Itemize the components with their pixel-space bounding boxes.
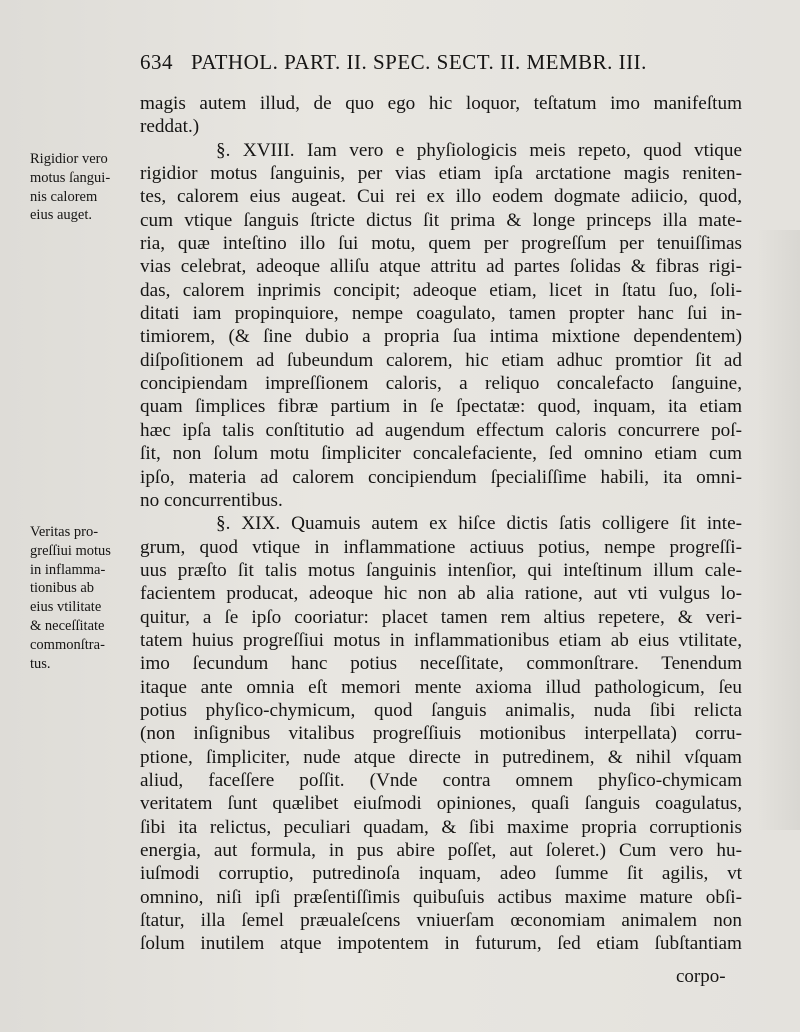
text-line: quitur, a ſe ipſo cooriatur: placet tamen rem altius repetere, & veri- — [140, 606, 742, 628]
text-line: omnino, niſi ipſi præſentiſſimis quibuſuis actibus maxime mature obſi- — [140, 886, 742, 908]
marginal-line: motus ſangui- — [30, 169, 111, 186]
text-line: das, calorem inprimis concipit; adeoque etiam, licet in ſtatu ſuo, ſoli- — [140, 279, 742, 301]
text-line: tes, calorem eius augeat. Cui rei ex illo eodem dogmate adiicio, quod, — [140, 186, 742, 208]
running-header — [140, 50, 750, 75]
text-line: reddat.) — [140, 116, 200, 138]
marginal-line: eius auget. — [30, 207, 93, 224]
text-line: ptione, ſimpliciter, nude atque directe in putredinem, & nihil vſquam — [140, 746, 742, 768]
text-line: cum vtique ſanguis ſtricte dictus ſit prima & longe princeps illa mate- — [140, 209, 742, 231]
marginal-line: tus. — [30, 655, 51, 672]
marginal-line: & neceſſitate — [30, 617, 105, 634]
text-line: imo ſecundum hanc potius neceſſitate, commonſtrare. Tenendum — [140, 653, 742, 675]
marginal-line: eius vtilitate — [30, 599, 102, 616]
text-line: timiorem, (& ſine dubio a propria ſua intima mixtione dependentem) — [140, 326, 742, 348]
page-edge-shadow — [756, 230, 800, 830]
text-line: aliud, faceſſere poſſit. (Vnde contra omnem phyſico-chymicam — [140, 769, 742, 791]
text-line: itaque ante omnia eſt memori mente axioma illud pathologicum, ſeu — [140, 676, 742, 698]
body-text — [140, 92, 742, 956]
marginal-line: greſſiui motus — [30, 542, 111, 559]
marginal-note-2 — [30, 523, 142, 673]
marginal-line: in inflamma- — [30, 561, 106, 578]
text-line: vias celebrat, adeoque alliſu atque attritu ad partes ſolidas & fibras rigi- — [140, 256, 742, 278]
text-line: hæc ipſa talis conſtitutio ad augendum effectum caloris concurrere poſ- — [140, 419, 742, 441]
text-line: facientem producat, adeoque hic non ab alia ratione, aut vti vulgus lo- — [140, 583, 742, 605]
text-line: quam ſimplices fibræ partium in ſe ſpectatæ: quod, inquam, ita etiam — [140, 396, 742, 418]
text-line: rigidior motus ſanguinis, per vias etiam ipſa arctatione magis reniten- — [140, 163, 742, 185]
text-line: uus præſto ſit talis motus ſanguinis intenſior, qui inteſtinum illum cale- — [140, 559, 742, 581]
text-line: grum, quod vtique in inflammatione actiuus potius, nempe progreſſi- — [140, 536, 742, 558]
marginal-line: Veritas pro- — [30, 524, 99, 540]
text-line: energia, aut formula, in pus abire poſſet, aut ſoleret.) Cum vero hu- — [140, 840, 742, 861]
marginal-line: nis calorem — [30, 188, 98, 205]
text-line: tatem huius progreſſiui motus in inflammationibus etiam ab eius vtilitate, — [140, 629, 742, 651]
text-line: diſpoſitionem ad ſubeundum calorem, hic etiam adhuc promtior ſit ad — [140, 349, 742, 371]
text-line: (non inſignibus vitalibus progreſſiuis motionibus interpellata) corru- — [140, 723, 742, 745]
catchword: corpo- — [676, 966, 726, 987]
text-line: §. XIX. Quamuis autem ex hiſce dictis ſatis colligere ſit inte- — [216, 513, 742, 535]
text-line: veritatem ſunt quælibet eiuſmodi opiniones, quaſi ſanguis coagulatus, — [140, 793, 742, 815]
text-line: magis autem illud, de quo ego hic loquor, teſtatum imo manifeſtum — [140, 93, 742, 114]
text-line: ſibi ita relictus, peculiari quadam, & ſibi maxime propria corruptionis — [140, 816, 742, 838]
marginal-note-1 — [30, 150, 142, 225]
page-number: 634 — [140, 50, 173, 74]
text-line: concipiendam impreſſionem caloris, a reliquo concalefacto ſanguine, — [140, 373, 742, 395]
running-title: PATHOL. PART. II. SPEC. SECT. II. MEMBR. III. — [191, 50, 647, 74]
marginal-line: commonſtra- — [30, 636, 105, 653]
text-line: ſit, non ſolum motu ſimpliciter concalefaciente, ſed omnino etiam cum — [140, 443, 742, 465]
marginal-line: tionibus ab — [30, 580, 95, 597]
text-line: ſolum inutilem atque impotentem in futurum, ſed etiam ſubſtantiam — [140, 933, 742, 955]
text-line: ſtatur, illa ſemel præualeſcens vniuerſam œconomiam animalem non — [140, 910, 742, 932]
text-line: §. XVIII. Iam vero e phyſiologicis meis repeto, quod vtique — [216, 139, 742, 161]
text-line: no concurrentibus. — [140, 489, 283, 511]
text-line: ria, quæ inteſtino illo ſui motu, quem per progreſſum per tenuiſſimas — [140, 233, 742, 255]
text-line: potius phyſico-chymicum, quod ſanguis animalis, nuda ſibi relicta — [140, 699, 742, 721]
text-line: iuſmodi corruptio, putredinoſa inquam, adeo ſumme ſit agilis, vt — [140, 863, 742, 885]
text-line: ditati iam propinquiore, nempe coagulato, tamen propter hanc ſui in- — [140, 303, 742, 325]
marginal-line: Rigidior vero — [30, 151, 108, 167]
text-line: ipſo, materia ad calorem concipiendum ſpecialiſſime habili, ita omni- — [140, 466, 742, 488]
